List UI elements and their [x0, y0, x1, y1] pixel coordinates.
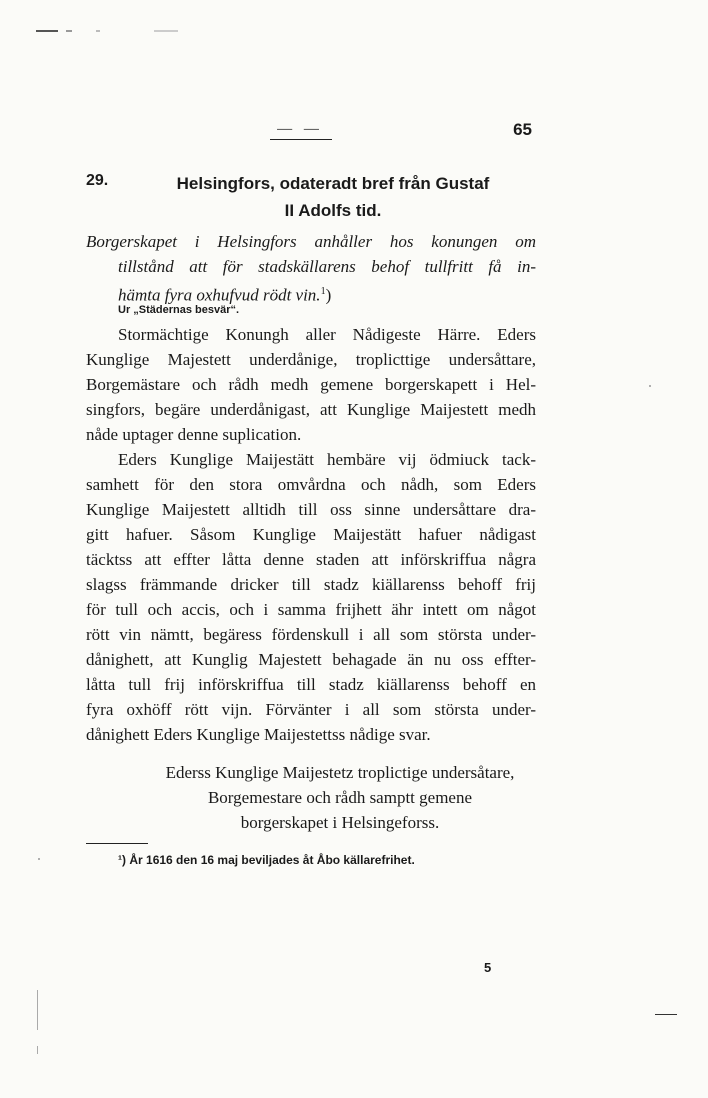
body-line: samhett för den stora omvårdna och nådh, som Eders [86, 475, 536, 494]
margin-line [37, 1046, 38, 1054]
margin-line [37, 990, 38, 1030]
body-line: för tull och accis, och i samma frijhett ähr intett om något [86, 600, 536, 619]
body-line: Eders Kunglige Maijestätt hembäre vij ödmiuck tack- [118, 450, 536, 469]
scan-artifact-dashes [36, 30, 196, 34]
body-line: Kunglige Maijestett alltidh till oss sinne undersåttare dra- [86, 500, 536, 519]
body-line: Kunglige Majestett underdånige, troplicttige undersåttare, [86, 350, 536, 369]
summary-line-text: hämta fyra oxhufvud rödt vin. [118, 285, 321, 305]
body-line: Stormächtige Konungh aller Nådigeste Härre. Eders [118, 325, 536, 344]
source-note: Ur „Städernas besvär“. [118, 304, 240, 316]
printer-signature-mark: 5 [484, 960, 492, 975]
summary-line: Borgerskapet i Helsingfors anhåller hos konungen om [86, 232, 536, 251]
summary-line: hämta fyra oxhufvud rödt vin.$^1$) [118, 285, 332, 305]
body-line: täcktss att effter låtta denne staden att införskriffua några [86, 550, 536, 569]
title-line-1: Helsingfors, odateradt bref från Gustaf [176, 174, 490, 193]
running-header-dash: — — [277, 121, 323, 137]
margin-dot [38, 858, 40, 860]
body-line: gitt hafuer. Såsom Kunglige Maijestätt hafuer nådigast [86, 525, 536, 544]
footnote-marker: ¹) [118, 853, 126, 867]
closing-signature-block [130, 760, 550, 835]
document-summary [86, 229, 536, 308]
body-line: fyra oxhöff rött vijn. Förvänter i all som största under- [86, 700, 536, 719]
document-title [148, 170, 518, 224]
footnote-text: År 1616 den 16 maj beviljades åt Åbo källarefrihet. [129, 853, 415, 867]
closing-line: Ederss Kunglige Maijestetz troplictige undersåtare, [165, 763, 515, 782]
closing-line: borgerskapet i Helsingeforss. [240, 813, 440, 832]
footnote [118, 853, 415, 867]
footnote-rule [86, 843, 148, 844]
body-line: singfors, begäre underdånigast, att Kunglige Maijestett medh [86, 400, 536, 419]
body-line: dånighett Eders Kunglige Maijestettss nådige svar. [86, 725, 431, 744]
title-line-2: II Adolfs tid. [284, 201, 382, 220]
body-line: slagss främmande dricker till stadz kiällarenss behoff frij [86, 575, 536, 594]
body-line: rött vin nämtt, begäress fördenskull i all som största under- [86, 625, 536, 644]
document-number: 29. [86, 172, 109, 189]
letter-body [86, 322, 536, 747]
body-line: nåde uptager denne suplication. [86, 425, 302, 444]
header-rule [270, 139, 332, 140]
body-line: Borgemästare och rådh medh gemene borgerskapett i Hel- [86, 375, 536, 394]
closing-line: Borgemestare och rådh samptt gemene [207, 788, 473, 807]
body-line: låtta tull frij införskriffua till stadz kiällarenss behoff en [86, 675, 536, 694]
margin-dot [649, 385, 651, 387]
footnote-ref: 1 [320, 286, 326, 297]
page-number: 65 [513, 120, 532, 139]
body-line: dånighett, att Kunglig Majestett behagade än nu oss effter- [86, 650, 536, 669]
margin-dash [655, 1014, 677, 1015]
summary-line: tillstånd att för stadskällarens behof tullfritt få in- [118, 257, 536, 276]
